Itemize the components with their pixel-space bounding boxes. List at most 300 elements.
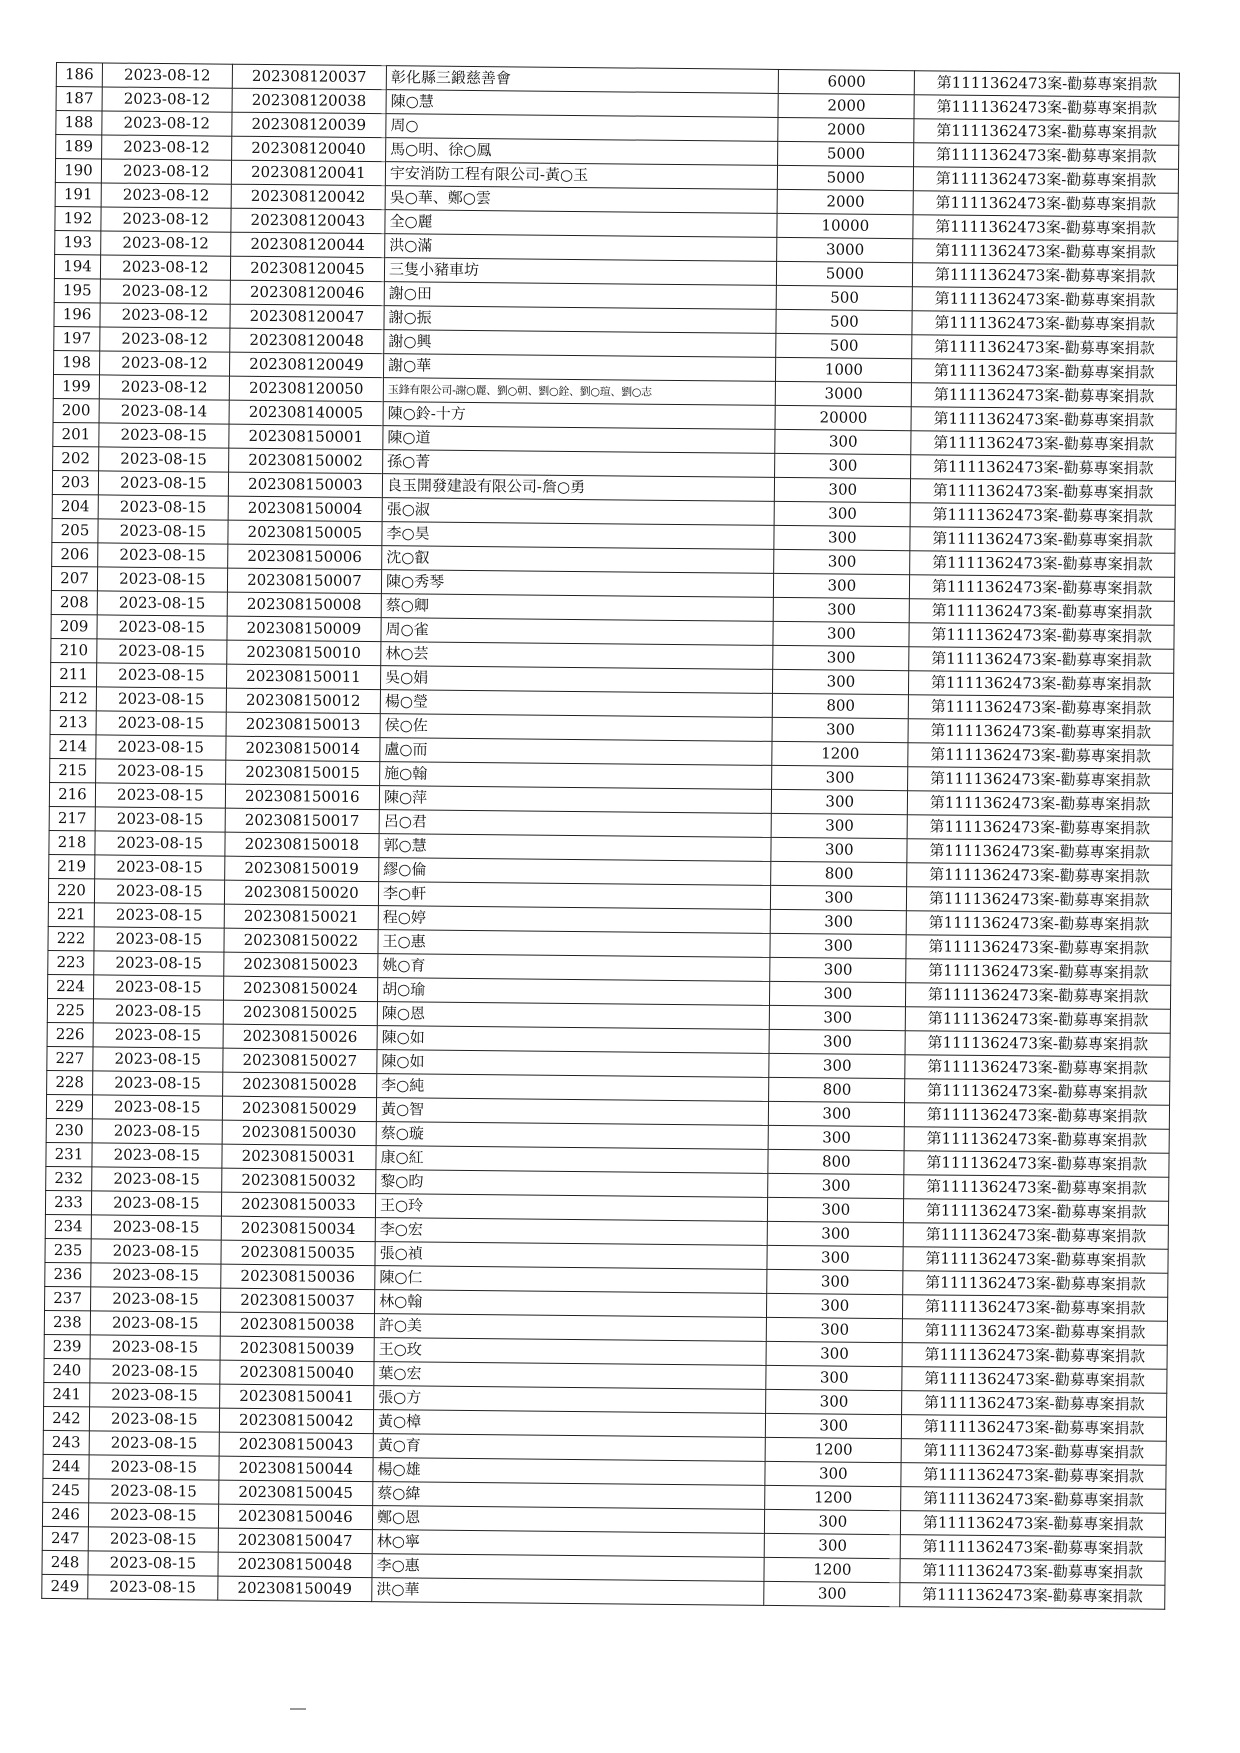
row-number: 230 — [46, 1118, 92, 1142]
row-number: 191 — [55, 182, 101, 206]
receipt-number: 202308150008 — [227, 592, 382, 617]
receipt-number: 202308150030 — [222, 1120, 377, 1145]
donor-name: 張○禎 — [375, 1242, 768, 1270]
donor-name: 張○淑 — [382, 498, 775, 526]
donation-date: 2023-08-15 — [95, 855, 225, 880]
row-number: 226 — [47, 1022, 93, 1046]
donation-amount: 800 — [768, 1149, 904, 1174]
receipt-number: 202308120038 — [232, 88, 387, 113]
donor-name: 陳○道 — [383, 426, 776, 454]
row-number: 186 — [56, 63, 102, 87]
donor-name: 王○玲 — [375, 1194, 768, 1222]
receipt-number: 202308150035 — [221, 1240, 376, 1265]
donation-amount: 500 — [776, 333, 912, 358]
donation-amount: 500 — [777, 285, 913, 310]
donation-amount: 300 — [774, 501, 910, 526]
donor-name: 葉○宏 — [374, 1362, 767, 1390]
receipt-number: 202308150044 — [219, 1456, 374, 1481]
donation-date: 2023-08-15 — [92, 1119, 222, 1144]
donor-name: 呂○君 — [379, 810, 772, 838]
donor-name: 林○寧 — [372, 1530, 765, 1558]
donation-date: 2023-08-15 — [97, 639, 227, 664]
donation-date: 2023-08-15 — [94, 927, 224, 952]
donor-name: 陳○秀琴 — [381, 570, 774, 598]
donation-amount: 300 — [765, 1509, 901, 1534]
donation-purpose: 第1111362473案-勸募專案捐款 — [913, 263, 1178, 290]
row-number: 219 — [49, 854, 95, 878]
row-number: 210 — [51, 638, 97, 662]
donation-date: 2023-08-15 — [96, 687, 226, 712]
donor-name: 侯○佐 — [380, 714, 773, 742]
donation-purpose: 第1111362473案-勸募專案捐款 — [903, 1223, 1168, 1250]
donation-purpose: 第1111362473案-勸募專案捐款 — [911, 407, 1176, 434]
donation-date: 2023-08-12 — [102, 63, 232, 88]
row-number: 194 — [54, 254, 100, 278]
donor-name: 胡○瑜 — [378, 978, 771, 1006]
row-number: 243 — [43, 1430, 89, 1454]
receipt-number: 202308150036 — [220, 1264, 375, 1289]
donation-date: 2023-08-15 — [90, 1359, 220, 1384]
donation-date: 2023-08-15 — [95, 831, 225, 856]
donor-name: 康○紅 — [376, 1146, 769, 1174]
donation-amount: 300 — [774, 573, 910, 598]
donation-date: 2023-08-15 — [98, 519, 228, 544]
donation-date: 2023-08-12 — [101, 183, 231, 208]
donation-purpose: 第1111362473案-勸募專案捐款 — [907, 839, 1172, 866]
donation-date: 2023-08-15 — [96, 711, 226, 736]
donation-purpose: 第1111362473案-勸募專案捐款 — [901, 1463, 1166, 1490]
donation-purpose: 第1111362473案-勸募專案捐款 — [904, 1175, 1169, 1202]
receipt-number: 202308150020 — [224, 880, 379, 905]
donation-purpose: 第1111362473案-勸募專案捐款 — [903, 1247, 1168, 1274]
donation-ledger-table — [41, 62, 1180, 1610]
donation-purpose: 第1111362473案-勸募專案捐款 — [903, 1319, 1168, 1346]
row-number: 216 — [49, 782, 95, 806]
donation-date: 2023-08-15 — [90, 1383, 220, 1408]
donation-date: 2023-08-12 — [102, 111, 232, 136]
receipt-number: 202308150032 — [221, 1168, 376, 1193]
donor-name: 盧○而 — [380, 738, 773, 766]
donor-name: 蔡○緯 — [373, 1482, 766, 1510]
donation-amount: 3000 — [777, 237, 913, 262]
donor-name: 黃○育 — [373, 1434, 766, 1462]
receipt-number: 202308150016 — [225, 784, 380, 809]
receipt-number: 202308150017 — [225, 808, 380, 833]
donation-date: 2023-08-12 — [99, 351, 229, 376]
donor-name: 施○翰 — [380, 762, 773, 790]
donor-name: 李○惠 — [372, 1554, 765, 1582]
receipt-number: 202308150024 — [223, 976, 378, 1001]
donation-amount: 800 — [773, 693, 909, 718]
donation-date: 2023-08-15 — [88, 1527, 218, 1552]
donation-purpose: 第1111362473案-勸募專案捐款 — [912, 335, 1177, 362]
donation-purpose: 第1111362473案-勸募專案捐款 — [909, 695, 1174, 722]
donation-amount: 5000 — [778, 165, 914, 190]
donation-amount: 300 — [774, 525, 910, 550]
row-number: 217 — [49, 806, 95, 830]
receipt-number: 202308150005 — [228, 520, 383, 545]
donation-amount: 1200 — [766, 1437, 902, 1462]
receipt-number: 202308120046 — [230, 280, 385, 305]
donation-purpose: 第1111362473案-勸募專案捐款 — [905, 1055, 1170, 1082]
donor-name: 林○翰 — [375, 1290, 768, 1318]
donation-date: 2023-08-15 — [91, 1191, 221, 1216]
donor-name: 黃○樟 — [373, 1410, 766, 1438]
donation-amount: 300 — [770, 1005, 906, 1030]
row-number: 196 — [54, 302, 100, 326]
donation-purpose: 第1111362473案-勸募專案捐款 — [911, 455, 1176, 482]
row-number: 213 — [50, 710, 96, 734]
donor-name: 黃○智 — [376, 1098, 769, 1126]
donor-name: 吳○華、鄭○雲 — [385, 186, 778, 214]
donation-amount: 1200 — [764, 1557, 900, 1582]
donation-amount: 300 — [768, 1197, 904, 1222]
donor-name: 謝○振 — [384, 306, 777, 334]
donor-name: 陳○如 — [377, 1026, 770, 1054]
donation-purpose: 第1111362473案-勸募專案捐款 — [908, 719, 1173, 746]
donor-name: 李○純 — [377, 1074, 770, 1102]
donation-amount: 300 — [766, 1341, 902, 1366]
row-number: 238 — [44, 1310, 90, 1334]
row-number: 198 — [54, 350, 100, 374]
donation-date: 2023-08-15 — [89, 1479, 219, 1504]
receipt-number: 202308150042 — [219, 1408, 374, 1433]
donation-purpose: 第1111362473案-勸募專案捐款 — [914, 143, 1179, 170]
donation-amount: 300 — [765, 1533, 901, 1558]
donor-name: 蔡○卿 — [381, 594, 774, 622]
donor-name: 良玉開發建設有限公司-詹○勇 — [382, 474, 775, 502]
donation-date: 2023-08-15 — [95, 783, 225, 808]
donor-name: 程○婷 — [378, 906, 771, 934]
receipt-number: 202308120045 — [230, 256, 385, 281]
row-number: 218 — [49, 830, 95, 854]
receipt-number: 202308150021 — [224, 904, 379, 929]
donation-purpose: 第1111362473案-勸募專案捐款 — [907, 887, 1172, 914]
donation-amount: 1200 — [765, 1485, 901, 1510]
donation-purpose: 第1111362473案-勸募專案捐款 — [910, 551, 1175, 578]
receipt-number: 202308120037 — [232, 64, 387, 89]
donation-purpose: 第1111362473案-勸募專案捐款 — [906, 1007, 1171, 1034]
receipt-number: 202308150039 — [220, 1336, 375, 1361]
receipt-number: 202308150048 — [218, 1552, 373, 1577]
donation-amount: 300 — [771, 909, 907, 934]
donation-date: 2023-08-15 — [90, 1311, 220, 1336]
donation-date: 2023-08-15 — [97, 567, 227, 592]
donation-amount: 300 — [770, 933, 906, 958]
receipt-number: 202308150011 — [226, 664, 381, 689]
row-number: 209 — [51, 614, 97, 638]
donation-purpose: 第1111362473案-勸募專案捐款 — [914, 119, 1179, 146]
donation-date: 2023-08-15 — [88, 1551, 218, 1576]
donor-name: 三隻小豬車坊 — [384, 258, 777, 286]
donation-purpose: 第1111362473案-勸募專案捐款 — [912, 383, 1177, 410]
donation-amount: 300 — [775, 453, 911, 478]
donor-name: 陳○仁 — [375, 1266, 768, 1294]
row-number: 197 — [54, 326, 100, 350]
receipt-number: 202308120041 — [231, 160, 386, 185]
donation-purpose: 第1111362473案-勸募專案捐款 — [906, 983, 1171, 1010]
donation-date: 2023-08-12 — [101, 159, 231, 184]
receipt-number: 202308150009 — [227, 616, 382, 641]
donation-purpose: 第1111362473案-勸募專案捐款 — [902, 1343, 1167, 1370]
donation-amount: 2000 — [778, 117, 914, 142]
donation-purpose: 第1111362473案-勸募專案捐款 — [901, 1439, 1166, 1466]
donation-date: 2023-08-15 — [99, 447, 229, 472]
row-number: 193 — [55, 230, 101, 254]
donation-purpose: 第1111362473案-勸募專案捐款 — [913, 239, 1178, 266]
donation-purpose: 第1111362473案-勸募專案捐款 — [914, 167, 1179, 194]
donation-date: 2023-08-15 — [93, 1071, 223, 1096]
row-number: 202 — [53, 446, 99, 470]
donation-amount: 300 — [772, 717, 908, 742]
donation-date: 2023-08-15 — [97, 615, 227, 640]
row-number: 240 — [44, 1358, 90, 1382]
donor-name: 姚○育 — [378, 954, 771, 982]
row-number: 234 — [45, 1214, 91, 1238]
donor-name: 陳○如 — [377, 1050, 770, 1078]
donation-purpose: 第1111362473案-勸募專案捐款 — [911, 431, 1176, 458]
donation-purpose: 第1111362473案-勸募專案捐款 — [907, 863, 1172, 890]
receipt-number: 202308150034 — [221, 1216, 376, 1241]
donor-name: 楊○瑩 — [380, 690, 773, 718]
donation-amount: 300 — [774, 549, 910, 574]
receipt-number: 202308150029 — [222, 1096, 377, 1121]
donor-name: 鄭○恩 — [372, 1506, 765, 1534]
row-number: 187 — [56, 87, 102, 111]
donor-name: 馬○明、徐○鳳 — [386, 138, 779, 166]
donor-name: 洪○華 — [372, 1578, 765, 1606]
receipt-number: 202308150022 — [224, 928, 379, 953]
row-number: 239 — [44, 1334, 90, 1358]
donor-name: 陳○恩 — [377, 1002, 770, 1030]
donation-purpose: 第1111362473案-勸募專案捐款 — [900, 1583, 1165, 1610]
receipt-number: 202308150012 — [226, 688, 381, 713]
donation-date: 2023-08-15 — [89, 1431, 219, 1456]
donor-name: 林○芸 — [381, 642, 774, 670]
donation-date: 2023-08-15 — [96, 663, 226, 688]
receipt-number: 202308150014 — [226, 736, 381, 761]
donor-name: 張○方 — [374, 1386, 767, 1414]
receipt-number: 202308150018 — [225, 832, 380, 857]
donation-purpose: 第1111362473案-勸募專案捐款 — [910, 527, 1175, 554]
donor-name: 謝○興 — [384, 330, 777, 358]
donation-date: 2023-08-12 — [101, 207, 231, 232]
row-number: 201 — [53, 422, 99, 446]
receipt-number: 202308150019 — [224, 856, 379, 881]
donation-amount: 5000 — [778, 141, 914, 166]
donation-amount: 300 — [769, 1101, 905, 1126]
receipt-number: 202308150003 — [228, 472, 383, 497]
donation-date: 2023-08-12 — [100, 279, 230, 304]
donation-date: 2023-08-12 — [100, 327, 230, 352]
receipt-number: 202308150025 — [223, 1000, 378, 1025]
donation-date: 2023-08-12 — [101, 231, 231, 256]
row-number: 247 — [42, 1526, 88, 1550]
donation-date: 2023-08-15 — [98, 543, 228, 568]
donation-date: 2023-08-15 — [90, 1335, 220, 1360]
donation-amount: 300 — [771, 885, 907, 910]
donation-purpose: 第1111362473案-勸募專案捐款 — [915, 71, 1180, 98]
row-number: 211 — [51, 662, 97, 686]
row-number: 206 — [52, 542, 98, 566]
donation-date: 2023-08-15 — [96, 735, 226, 760]
donation-date: 2023-08-12 — [102, 87, 232, 112]
donor-name: 許○美 — [374, 1314, 767, 1342]
donation-purpose: 第1111362473案-勸募專案捐款 — [913, 215, 1178, 242]
donor-name: 陳○慧 — [386, 90, 779, 118]
receipt-number: 202308150013 — [226, 712, 381, 737]
receipt-number: 202308120050 — [229, 376, 384, 401]
donation-purpose: 第1111362473案-勸募專案捐款 — [903, 1271, 1168, 1298]
donor-name: 宇安消防工程有限公司-黃○玉 — [385, 162, 778, 190]
row-number: 228 — [47, 1070, 93, 1094]
donation-amount: 300 — [772, 765, 908, 790]
donation-amount: 5000 — [777, 261, 913, 286]
row-number: 192 — [55, 206, 101, 230]
receipt-number: 202308150046 — [218, 1504, 373, 1529]
donor-name: 周○ — [386, 114, 779, 142]
donation-amount: 300 — [775, 429, 911, 454]
donation-purpose: 第1111362473案-勸募專案捐款 — [900, 1559, 1165, 1586]
donation-date: 2023-08-15 — [92, 1143, 222, 1168]
donor-name: 沈○叡 — [382, 546, 775, 574]
donation-purpose: 第1111362473案-勸募專案捐款 — [903, 1295, 1168, 1322]
donation-purpose: 第1111362473案-勸募專案捐款 — [902, 1391, 1167, 1418]
donation-date: 2023-08-15 — [90, 1287, 220, 1312]
donation-amount: 300 — [770, 981, 906, 1006]
ledger-body — [42, 63, 1180, 1610]
row-number: 248 — [42, 1550, 88, 1574]
receipt-number: 202308150007 — [227, 568, 382, 593]
row-number: 246 — [42, 1502, 88, 1526]
donation-date: 2023-08-15 — [93, 1023, 223, 1048]
donation-amount: 300 — [767, 1269, 903, 1294]
donation-date: 2023-08-15 — [91, 1263, 221, 1288]
donor-name: 吳○娟 — [381, 666, 774, 694]
receipt-number: 202308150027 — [223, 1048, 378, 1073]
donor-name: 謝○華 — [384, 354, 777, 382]
receipt-number: 202308150028 — [222, 1072, 377, 1097]
donation-date: 2023-08-15 — [91, 1239, 221, 1264]
receipt-number: 202308120040 — [231, 136, 386, 161]
donation-amount: 300 — [767, 1245, 903, 1270]
donation-purpose: 第1111362473案-勸募專案捐款 — [909, 671, 1174, 698]
donation-amount: 300 — [770, 957, 906, 982]
donation-amount: 300 — [771, 837, 907, 862]
donation-date: 2023-08-15 — [95, 807, 225, 832]
receipt-number: 202308150004 — [228, 496, 383, 521]
donation-purpose: 第1111362473案-勸募專案捐款 — [904, 1151, 1169, 1178]
donation-date: 2023-08-15 — [97, 591, 227, 616]
donation-purpose: 第1111362473案-勸募專案捐款 — [910, 575, 1175, 602]
donation-purpose: 第1111362473案-勸募專案捐款 — [908, 767, 1173, 794]
receipt-number: 202308150049 — [217, 1576, 372, 1601]
row-number: 225 — [47, 998, 93, 1022]
donor-name: 全○麗 — [385, 210, 778, 238]
donation-amount: 800 — [771, 861, 907, 886]
donation-amount: 300 — [773, 669, 909, 694]
donation-date: 2023-08-15 — [88, 1575, 218, 1600]
receipt-number: 202308150015 — [225, 760, 380, 785]
donation-date: 2023-08-15 — [93, 1047, 223, 1072]
donation-amount: 1000 — [776, 357, 912, 382]
donation-purpose: 第1111362473案-勸募專案捐款 — [905, 1103, 1170, 1130]
donation-date: 2023-08-15 — [89, 1407, 219, 1432]
donor-name: 李○軒 — [378, 882, 771, 910]
donation-purpose: 第1111362473案-勸募專案捐款 — [902, 1367, 1167, 1394]
row-number: 200 — [53, 398, 99, 422]
row-number: 195 — [54, 278, 100, 302]
receipt-number: 202308120044 — [230, 232, 385, 257]
receipt-number: 202308150043 — [219, 1432, 374, 1457]
donation-date: 2023-08-14 — [99, 399, 229, 424]
donation-purpose: 第1111362473案-勸募專案捐款 — [909, 647, 1174, 674]
row-number: 237 — [45, 1286, 91, 1310]
row-number: 244 — [43, 1454, 89, 1478]
donation-purpose: 第1111362473案-勸募專案捐款 — [909, 599, 1174, 626]
donor-name: 陳○鈴-十方 — [383, 402, 776, 430]
donation-amount: 3000 — [776, 381, 912, 406]
donation-amount: 300 — [766, 1413, 902, 1438]
donor-name: 孫○菁 — [383, 450, 776, 478]
row-number: 236 — [45, 1262, 91, 1286]
row-number: 233 — [45, 1190, 91, 1214]
row-number: 242 — [43, 1406, 89, 1430]
donation-amount: 300 — [771, 813, 907, 838]
donor-name: 黎○昀 — [376, 1170, 769, 1198]
row-number: 188 — [56, 111, 102, 135]
row-number: 241 — [44, 1382, 90, 1406]
row-number: 190 — [55, 159, 101, 183]
donation-purpose: 第1111362473案-勸募專案捐款 — [901, 1487, 1166, 1514]
row-number: 214 — [50, 734, 96, 758]
donation-date: 2023-08-15 — [96, 759, 226, 784]
donation-purpose: 第1111362473案-勸募專案捐款 — [904, 1199, 1169, 1226]
row-number: 199 — [53, 374, 99, 398]
donation-date: 2023-08-12 — [99, 375, 229, 400]
donation-purpose: 第1111362473案-勸募專案捐款 — [904, 1127, 1169, 1154]
donation-amount: 300 — [769, 1053, 905, 1078]
receipt-number: 202308150040 — [220, 1360, 375, 1385]
row-number: 245 — [43, 1478, 89, 1502]
donation-amount: 800 — [769, 1077, 905, 1102]
donation-amount: 2000 — [777, 189, 913, 214]
receipt-number: 202308120047 — [230, 304, 385, 329]
donation-date: 2023-08-15 — [93, 975, 223, 1000]
donation-purpose: 第1111362473案-勸募專案捐款 — [907, 815, 1172, 842]
receipt-number: 202308140005 — [229, 400, 384, 425]
donation-amount: 10000 — [777, 213, 913, 238]
donation-purpose: 第1111362473案-勸募專案捐款 — [905, 1079, 1170, 1106]
donation-amount: 300 — [773, 621, 909, 646]
row-number: 208 — [51, 590, 97, 614]
donation-amount: 300 — [766, 1389, 902, 1414]
donor-name: 彰化縣三鍛慈善會 — [386, 66, 779, 94]
donation-purpose: 第1111362473案-勸募專案捐款 — [905, 1031, 1170, 1058]
donation-purpose: 第1111362473案-勸募專案捐款 — [902, 1415, 1167, 1442]
donor-name: 郭○慧 — [379, 834, 772, 862]
receipt-number: 202308120042 — [231, 184, 386, 209]
donation-amount: 20000 — [775, 405, 911, 430]
donor-name: 王○惠 — [378, 930, 771, 958]
donation-date: 2023-08-12 — [100, 255, 230, 280]
row-number: 235 — [45, 1238, 91, 1262]
receipt-number: 202308120043 — [231, 208, 386, 233]
donation-purpose: 第1111362473案-勸募專案捐款 — [906, 959, 1171, 986]
donation-amount: 300 — [768, 1221, 904, 1246]
donor-name: 楊○雄 — [373, 1458, 766, 1486]
row-number: 232 — [46, 1166, 92, 1190]
